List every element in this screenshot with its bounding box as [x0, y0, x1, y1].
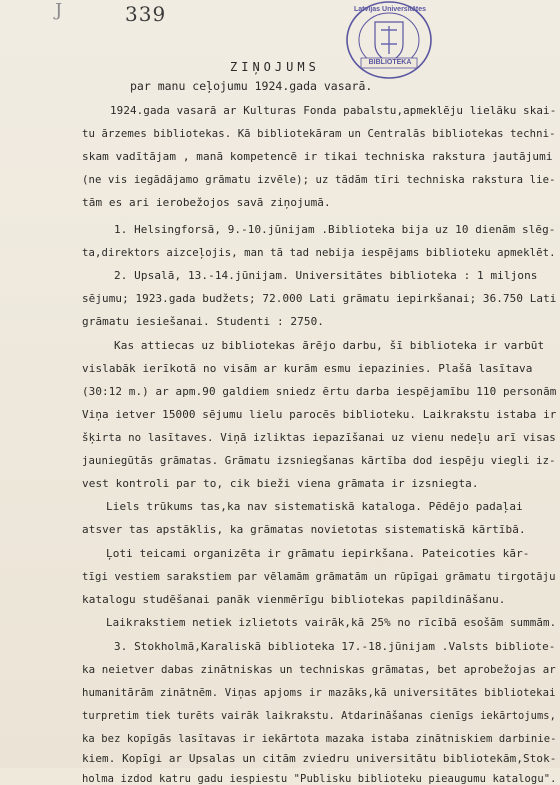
text-line: Liels trūkums tas,ka nav sistematiskā kataloga. Pēdējo padaļai [106, 500, 523, 513]
text-line: ta,direktors aizceļojis, man tā tad nebija iespējams biblioteku apmeklēt. [82, 246, 556, 259]
text-line: Viņa ietver 15000 sējumu lielu parocēs biblioteku. Laikrakstu istaba ir [82, 408, 557, 421]
text-line: grāmatu iesiešanai. Studenti : 2750. [82, 315, 325, 328]
text-line: (30:12 m.) ar apm.90 galdiem sniedz ērtu darba iespējamību 110 personām [82, 385, 557, 398]
text-line: Ļoti teicami organizēta ir grāmatu iepirkšana. Pateicoties kār- [106, 547, 530, 560]
text-line: humanitārām zinātnēm. Viņas apjoms ir mazāks,kā universitātes bibliotekai [82, 686, 556, 699]
text-line: vislabāk ierīkotā no visām ar kurām esmu iepazinies. Plašā lasītava [82, 362, 533, 375]
text-line: Kas attiecas uz bibliotekas ārējo darbu, šī biblioteka ir varbūt [114, 339, 545, 352]
text-line: tu ārzemes bibliotekas. Kā bibliotekāram un Centralās bibliotekas techni- [82, 127, 556, 140]
stamp-top-text: Latvijas Universitātes [354, 6, 426, 13]
document-subtitle: par manu ceļojumu 1924.gada vasarā. [130, 79, 373, 93]
text-line: (ne vis iegādājamo grāmatu izvēle); uz tādām tīri techniska rakstura lie- [82, 173, 556, 186]
text-line: sējumu; 1923.gada budžets; 72.000 Lati grāmatu iepirkšanai; 36.750 Lati [82, 292, 557, 305]
text-line: katalogu studēšanai panāk vienmērīgu bibliotekas papildināšanu. [82, 593, 506, 606]
text-line: šķirta no lasītaves. Viņā izliktas iepazīšanai uz vienu nedeļu arī visas [82, 431, 556, 444]
text-line: 2. Upsalā, 13.-14.jūnijam. Universitātes biblioteka : 1 miljons [114, 269, 538, 282]
text-line: kiem. Kopīgi ar Upsalas un citām zviedru universitātu bibliotekām,Stok- [82, 752, 557, 765]
text-line: atsver tas apstāklis, ka grāmatas novietotas sistematiskā kārtībā. [82, 523, 526, 536]
stamp-bottom-text: BIBLIOTEKA [368, 59, 412, 66]
text-line: tīgi vestiem sarakstiem par vēlamām grāmatām un rūpīgai grāmatu tirgotāju [82, 570, 556, 583]
text-line: tām es ari ierobežojos savā ziņojumā. [82, 196, 331, 209]
text-line: vest kontroli par to, cik bieži viena grāmata ir izsniegta. [82, 477, 479, 490]
text-line: Laikrakstiem netiek izlietots vairāk,kā 25% no rīcībā esošām summām. [106, 616, 557, 629]
text-line: ka bez kopīgās lasītavas ir iekārtota mazaka istaba zinātniskiem darbinie- [82, 732, 557, 745]
text-line: jauniegūtās grāmatas. Grāmatu izsniegšanas kārtība dod iespēju viegli iz- [82, 454, 556, 467]
archive-number: 339 [125, 2, 167, 26]
text-line: skam vadītājam , manā kompetencē ir tikai techniska rakstura jautājumi [82, 150, 553, 163]
document-title: ZIŅOJUMS [230, 60, 320, 74]
text-line: ka neietver dabas zinātniskas un techniskas grāmatas, bet aprobežojas ar [82, 663, 556, 676]
text-line: 3. Stokholmā,Karaliskā biblioteka 17.-18.jūnijam .Valsts bibliote- [114, 640, 556, 653]
text-line: holma izdod katru gadu iespiestu "Publisku biblioteku pieaugumu katalogu". [82, 772, 557, 785]
corner-mark: J [55, 0, 63, 21]
text-line: turpretim tiek turēts vairāk laikrakstu. Atdarināšanas cienīgs iekārtojums, [82, 709, 556, 722]
text-line: 1. Helsingforsā, 9.-10.jūnijam .Biblioteka bija uz 10 dienām slēg- [114, 223, 556, 236]
text-line: 1924.gada vasarā ar Kulturas Fonda pabalstu,apmeklēju lielāku skai- [110, 104, 557, 117]
